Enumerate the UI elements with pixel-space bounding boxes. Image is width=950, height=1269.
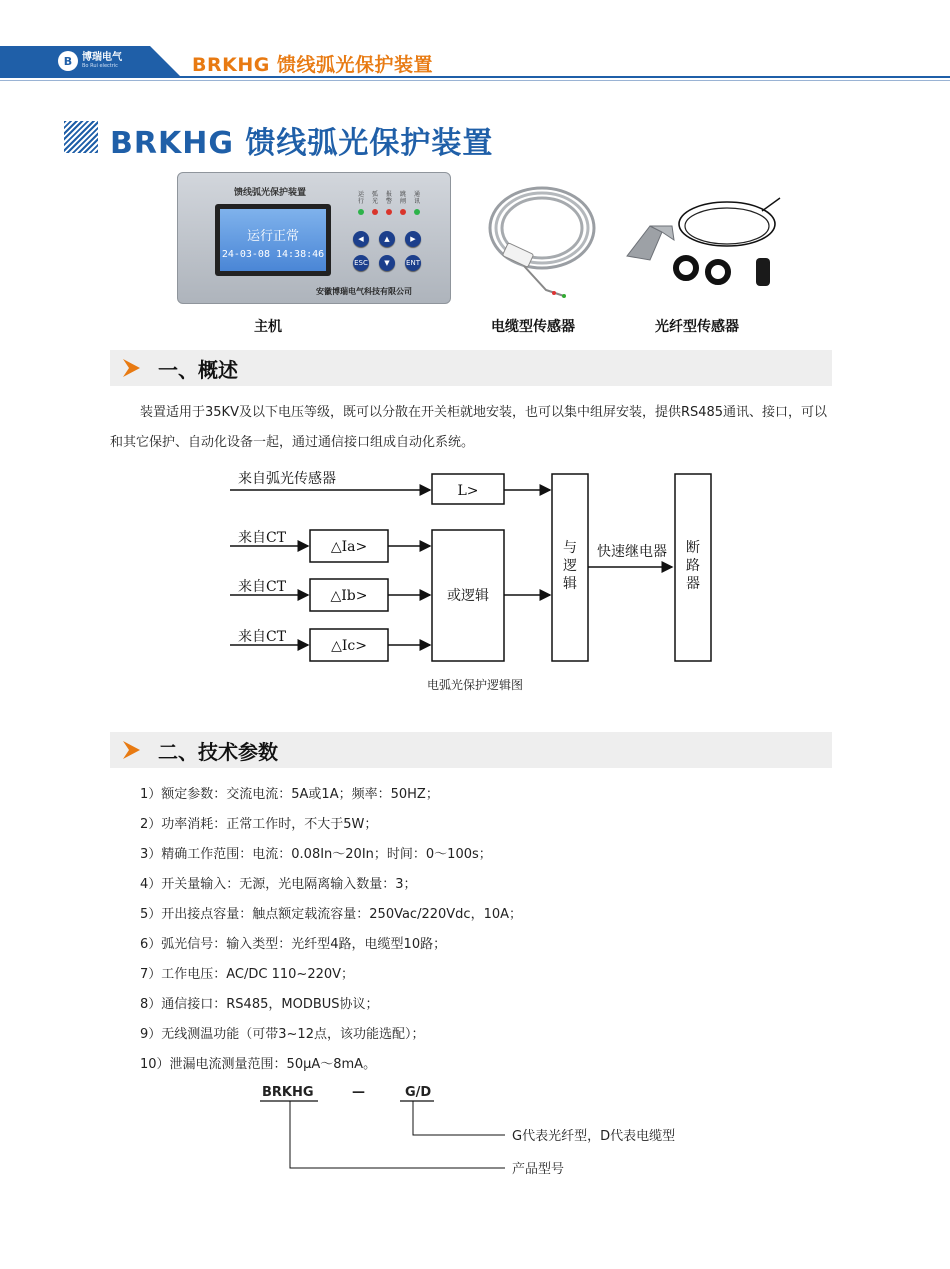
lcd-time-text: 24-03-08 14:38:46 [221,249,325,260]
ct-input-label-c: 来自CT [238,629,287,645]
and-logic-char-1: 与 [563,540,577,556]
section-overview-header [110,350,832,386]
or-logic-label: 或逻辑 [447,588,489,604]
lcd-screen [220,209,326,271]
device-button[interactable]: ESC [353,255,369,271]
device-button[interactable]: ▼ [379,255,395,271]
led-indicator [414,209,420,215]
logo-text: 博瑞电气 [82,52,122,63]
arc-input-label: 来自弧光传感器 [238,471,336,487]
diagram-caption: 电弧光保护逻辑图 [426,678,523,692]
led-indicator [400,209,406,215]
logic-diagram [220,466,740,666]
cable-sensor-image [484,180,604,308]
header-divider [0,76,950,78]
device-button[interactable]: ▲ [379,231,395,247]
ct-input-label-a: 来自CT [238,530,287,546]
param-item: 6）弧光信号：输入类型：光纤型4路，电缆型10路； [140,937,447,952]
device-company-name: 安徽博瑞电气科技有限公司 [316,287,412,296]
device-button[interactable]: ENT [405,255,421,271]
tech-params-list [140,780,522,1080]
ct-block-c: △Ic> [331,638,367,654]
header-title: BRKHG 馈线弧光保护装置 [192,54,433,76]
model-dash: — [352,1085,365,1100]
led-label: 弧光 [371,191,378,205]
fiber-sensor-image [622,186,782,296]
model-suffix: G/D [405,1085,432,1100]
relay-label: 快速继电器 [597,544,667,560]
title-stripes-icon [64,121,98,153]
host-device-image [177,172,451,304]
lcd-status-text: 运行正常 [246,229,299,244]
led-label: 运行 [357,191,364,205]
param-item: 4）开关量输入：无源，光电隔离输入数量：3； [140,877,417,892]
breaker-char-1: 断 [686,540,700,556]
led-indicator [358,209,364,215]
param-item: 10）泄漏电流测量范围：50μA～8mA。 [140,1057,377,1072]
model-name: BRKHG [262,1085,314,1100]
led-indicator [372,209,378,215]
ct-block-a: △Ia> [330,539,368,555]
led-label: 跳闸 [399,191,406,205]
breaker-char-2: 路 [686,558,700,574]
arc-block-label: L> [457,483,479,499]
section-params-title: 二、技术参数 [158,740,278,764]
name-description: 产品型号 [512,1162,565,1177]
device-lcd [215,204,331,276]
led-indicator [386,209,392,215]
device-button[interactable]: ◀ [353,231,369,247]
chevron-right-icon [120,356,144,380]
logo-subtext: Bo Rui electric [82,63,118,69]
device-button[interactable]: ▶ [405,231,421,247]
param-item: 8）通信接口：RS485，MODBUS协议； [140,997,379,1012]
param-item: 9）无线测温功能（可带3~12点，该功能选配）； [140,1027,425,1042]
param-item: 3）精确工作范围：电流：0.08In～20In；时间：0～100s； [140,847,492,862]
param-item: 2）功率消耗：正常工作时，不大于5W； [140,817,378,832]
section-params-header [110,732,832,768]
host-caption: 主机 [254,319,282,335]
logo-icon: B [58,51,78,71]
chevron-right-icon [120,738,144,762]
param-item: 7）工作电压：AC/DC 110~220V； [140,967,355,982]
fiber-sensor-caption: 光纤型传感器 [655,319,739,335]
and-logic-char-2: 逻 [563,558,577,574]
header-divider-thin [0,80,950,81]
company-logo [58,51,122,71]
suffix-description: G代表光纤型，D代表电缆型 [512,1129,676,1144]
breaker-char-3: 器 [686,576,700,592]
overview-text: 装置适用于35KV及以下电压等级，既可以分散在开关柜就地安装，也可以集中组屏安装，提供RS485通讯、接口，可以和其它保护、自动化设备一起，通过通信接口组成自动化系统。 [110,405,828,450]
led-label: 通讯 [413,191,420,205]
section-overview-title: 一、概述 [158,358,238,382]
param-item: 5）开出接点容量：触点额定载流容量：250Vac/220Vdc，10A； [140,907,523,922]
ct-block-b: △Ib> [330,588,368,604]
model-code-diagram [250,1080,710,1180]
cable-sensor-caption: 电缆型传感器 [491,319,575,335]
and-logic-char-3: 辑 [563,576,577,592]
page-title: BRKHG 馈线弧光保护装置 [110,126,494,161]
led-label: 报警 [385,191,392,205]
device-panel-title: 馈线弧光保护装置 [234,188,307,198]
ct-input-label-b: 来自CT [238,579,287,595]
param-item: 1）额定参数：交流电流：5A或1A；频率：50HZ； [140,787,439,802]
